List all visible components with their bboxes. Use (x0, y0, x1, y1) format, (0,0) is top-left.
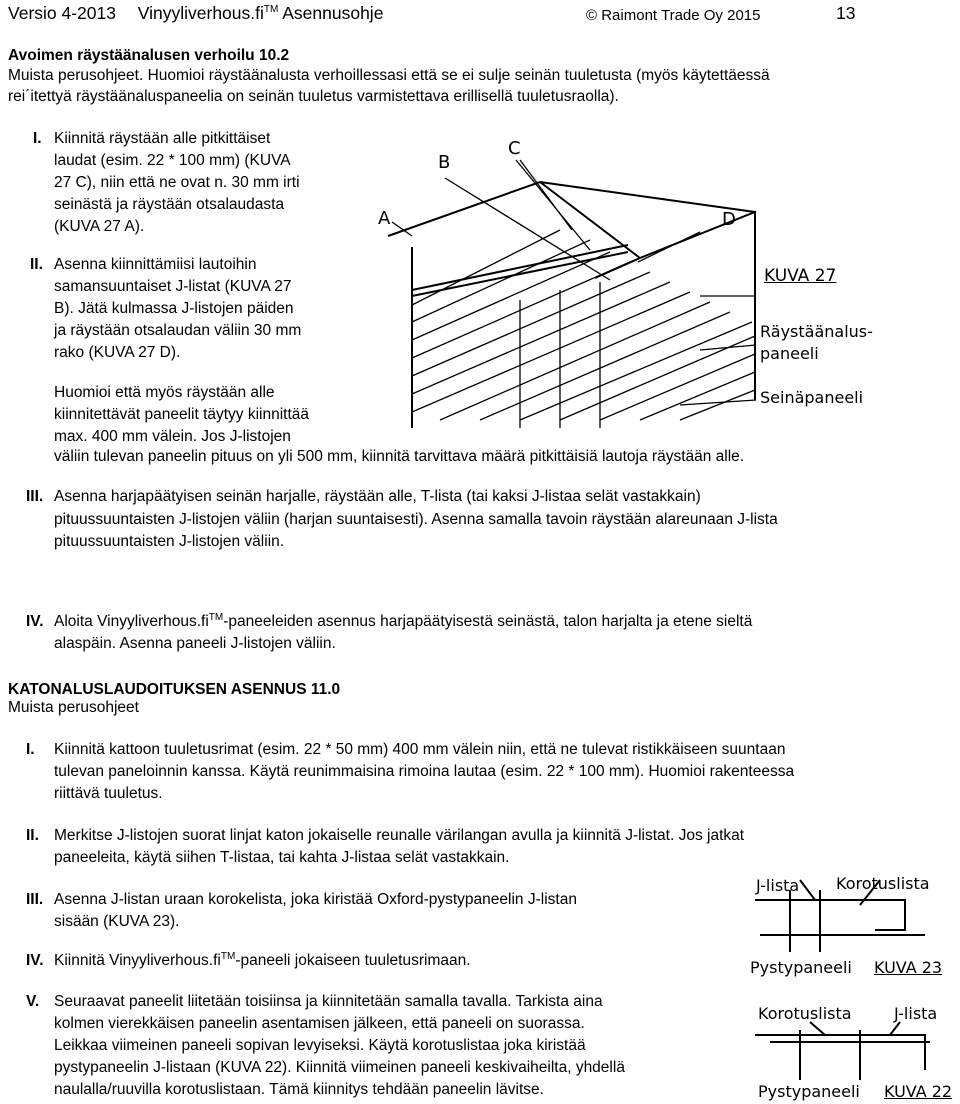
step-number: IV. (26, 613, 44, 630)
s2-step5-line: kolmen vierekkäisen paneelin asentamisen jälkeen, että paneeli on suorassa. (54, 1015, 585, 1032)
step3-line: Asenna harjapäätyisen seinän harjalle, räystään alle, T-lista (tai kaksi J-listaa selät vastakkain) (54, 488, 701, 505)
step1-line: Kiinnitä räystään alle pitkittäiset (54, 130, 271, 147)
figure-label-c: C (508, 138, 521, 159)
header-copyright: © Raimont Trade Oy 2015 (586, 7, 761, 24)
s2-step3-line: Asenna J-listan uraan korokelista, joka kiristää Oxford-pystypaneelin J-listan (54, 891, 577, 908)
page-number: 13 (836, 3, 856, 23)
step2-line: rako (KUVA 27 D). (54, 344, 181, 361)
step-number: III. (26, 488, 44, 505)
s2-step1-line: riittävä tuuletus. (54, 785, 163, 802)
tm-mark: TM (208, 611, 224, 623)
header-title: Asennusohje (282, 3, 384, 23)
step2-line: Asenna kiinnittämiisi lautoihin (54, 256, 257, 273)
page-header (8, 4, 383, 23)
section1-intro-line: rei´itettyä räystäänaluspaneelia on seinän tuuletus varmistettava erillisellä tuuletusraolla). (8, 88, 619, 105)
step-number: I. (26, 741, 35, 758)
s2-step3-line: sisään (KUVA 23). (54, 913, 180, 930)
label-pointers (392, 160, 756, 405)
s2-step5-line: naulalla/ruuvilla korotuslistaan. Tämä kiinnitys tehdään paneelin lävitse. (54, 1081, 544, 1098)
s2-step5-line: Seuraavat paneelit liitetään toisiinsa ja kiinnitetään samalla tavalla. Tarkista aina (54, 993, 603, 1010)
fig22-label-korotuslista: Korotuslista (758, 1004, 852, 1023)
j-list-rail (412, 252, 628, 296)
step4-text-post: -paneeleiden asennus harjapäätyisestä seinästä, talon harjalta ja etene sieltä (223, 613, 753, 630)
wall-panels (520, 282, 600, 428)
step3-line: pituussuuntaisten J-listojen väliin. (54, 533, 285, 550)
figure-legend-soffit: paneeli (760, 344, 819, 363)
s2-step5-line: pystypaneelin J-listaan (KUVA 22). Kiinnitä viimeinen paneeli keskivaiheilta, yhdellä (54, 1059, 625, 1076)
figure-label-d: D (722, 209, 736, 230)
figure-23-caption: KUVA 23 (874, 958, 943, 977)
s2-step1-line: tulevan paneloinnin kanssa. Käytä reunimmaisina rimoina lautaa (esim. 22 * 100 mm). Huomioi rakenteessa (54, 763, 795, 780)
figure-27-caption: KUVA 27 (764, 266, 837, 286)
step2-line: samansuuntaiset J-listat (KUVA 27 (54, 278, 292, 295)
note-line: väliin tulevan paneelin pituus on yli 500 mm, kiinnitä tarvittava määrä pitkittäisiä lautoja räystään alle. (54, 448, 745, 465)
step-number: II. (30, 256, 43, 273)
figure-label-b: B (438, 152, 451, 173)
section2-subheading: Muista perusohjeet (8, 699, 139, 716)
step2-line: B). Jätä kulmassa J-listojen päiden (54, 300, 294, 317)
step1-line: seinästä ja räystään otsalaudasta (54, 196, 285, 213)
header-version: Versio 4-2013 (8, 3, 116, 23)
figure-label-a: A (378, 208, 391, 229)
note-line: max. 400 mm välein. Jos J-listojen (54, 428, 291, 445)
section1-heading: Avoimen räystäänalusen verhoilu 10.2 (8, 47, 290, 64)
j-list-rail (595, 258, 640, 278)
step3-line: pituussuuntaisten J-listojen väliin (harjan suuntaisesti). Asenna samalla tavoin räystään alareunaan J-lista (54, 511, 778, 528)
s2-step5-line: Leikkaa viimeinen paneeli sopivan levyiseksi. Käytä korotuslistaa joka kiristää (54, 1037, 586, 1054)
figure-legend-wall: Seinäpaneeli (760, 388, 864, 407)
step2-line: ja räystään otsalaudan väliin 30 mm (54, 322, 302, 339)
s2-step4-line (54, 951, 471, 970)
right-eave (640, 212, 755, 400)
step-number: V. (26, 993, 40, 1010)
step4-line (54, 612, 752, 631)
step1-line: 27 C), niin että ne ovat n. 30 mm irti (54, 174, 300, 191)
s2-step4-post: -paneeli jokaiseen tuuletusrimaan. (235, 952, 471, 969)
step-number: I. (33, 130, 42, 147)
step1-line: (KUVA 27 A). (54, 218, 145, 235)
header-brand: Vinyyliverhous.fi (137, 3, 264, 23)
fig22-label-pystypaneeli: Pystypaneeli (758, 1082, 860, 1101)
step4-line: alaspäin. Asenna paneeli J-listojen väliin. (54, 635, 336, 652)
step-number: IV. (26, 952, 44, 969)
header-tm: TM (263, 4, 279, 16)
section2-heading: KATONALUSLAUDOITUKSEN ASENNUS 11.0 (8, 681, 341, 698)
note-line: Huomioi että myös räystään alle (54, 384, 275, 401)
s2-step4-pre: Kiinnitä Vinyyliverhous.fi (54, 952, 221, 969)
step-number: II. (26, 827, 39, 844)
fig23-label-jlista: J-lista (756, 876, 800, 895)
roof-outline (388, 182, 755, 236)
note-line: kiinnitettävät paneelit täytyy kiinnittää (54, 406, 310, 423)
soffit-panels (412, 230, 755, 420)
figure-22-caption: KUVA 22 (884, 1082, 953, 1101)
tm-mark: TM (220, 950, 236, 962)
fascia (540, 182, 640, 258)
fig23-label-korotuslista: Korotuslista (836, 874, 930, 893)
figure-22-drawing (755, 1022, 930, 1080)
section1-intro-line: Muista perusohjeet. Huomioi räystäänalusta verhoillessasi että se ei sulje seinän tuuletusta (myös käytettäessä (8, 67, 770, 84)
s2-step1-line: Kiinnitä kattoon tuuletusrimat (esim. 22 * 50 mm) 400 mm välein niin, että ne tulevat ristikkäiseen suuntaan (54, 741, 786, 758)
step-number: III. (26, 891, 44, 908)
step4-text-pre: Aloita Vinyyliverhous.fi (54, 613, 209, 630)
s2-step2-line: paneeleita, käytä siihen T-listaa, tai kahta J-listaa selät vastakkain. (54, 849, 510, 866)
s2-step2-line: Merkitse J-listojen suorat linjat katon jokaiselle reunalle värilangan avulla ja kiinnitä J-listat. Jos jatkat (54, 827, 745, 844)
fig22-label-jlista: J-lista (894, 1004, 938, 1023)
fig23-label-pystypaneeli: Pystypaneeli (750, 958, 852, 977)
j-list-rail (412, 245, 628, 290)
figure-legend-soffit: Räystäänalus- (760, 322, 873, 341)
step1-line: laudat (esim. 22 * 100 mm) (KUVA (54, 152, 291, 169)
